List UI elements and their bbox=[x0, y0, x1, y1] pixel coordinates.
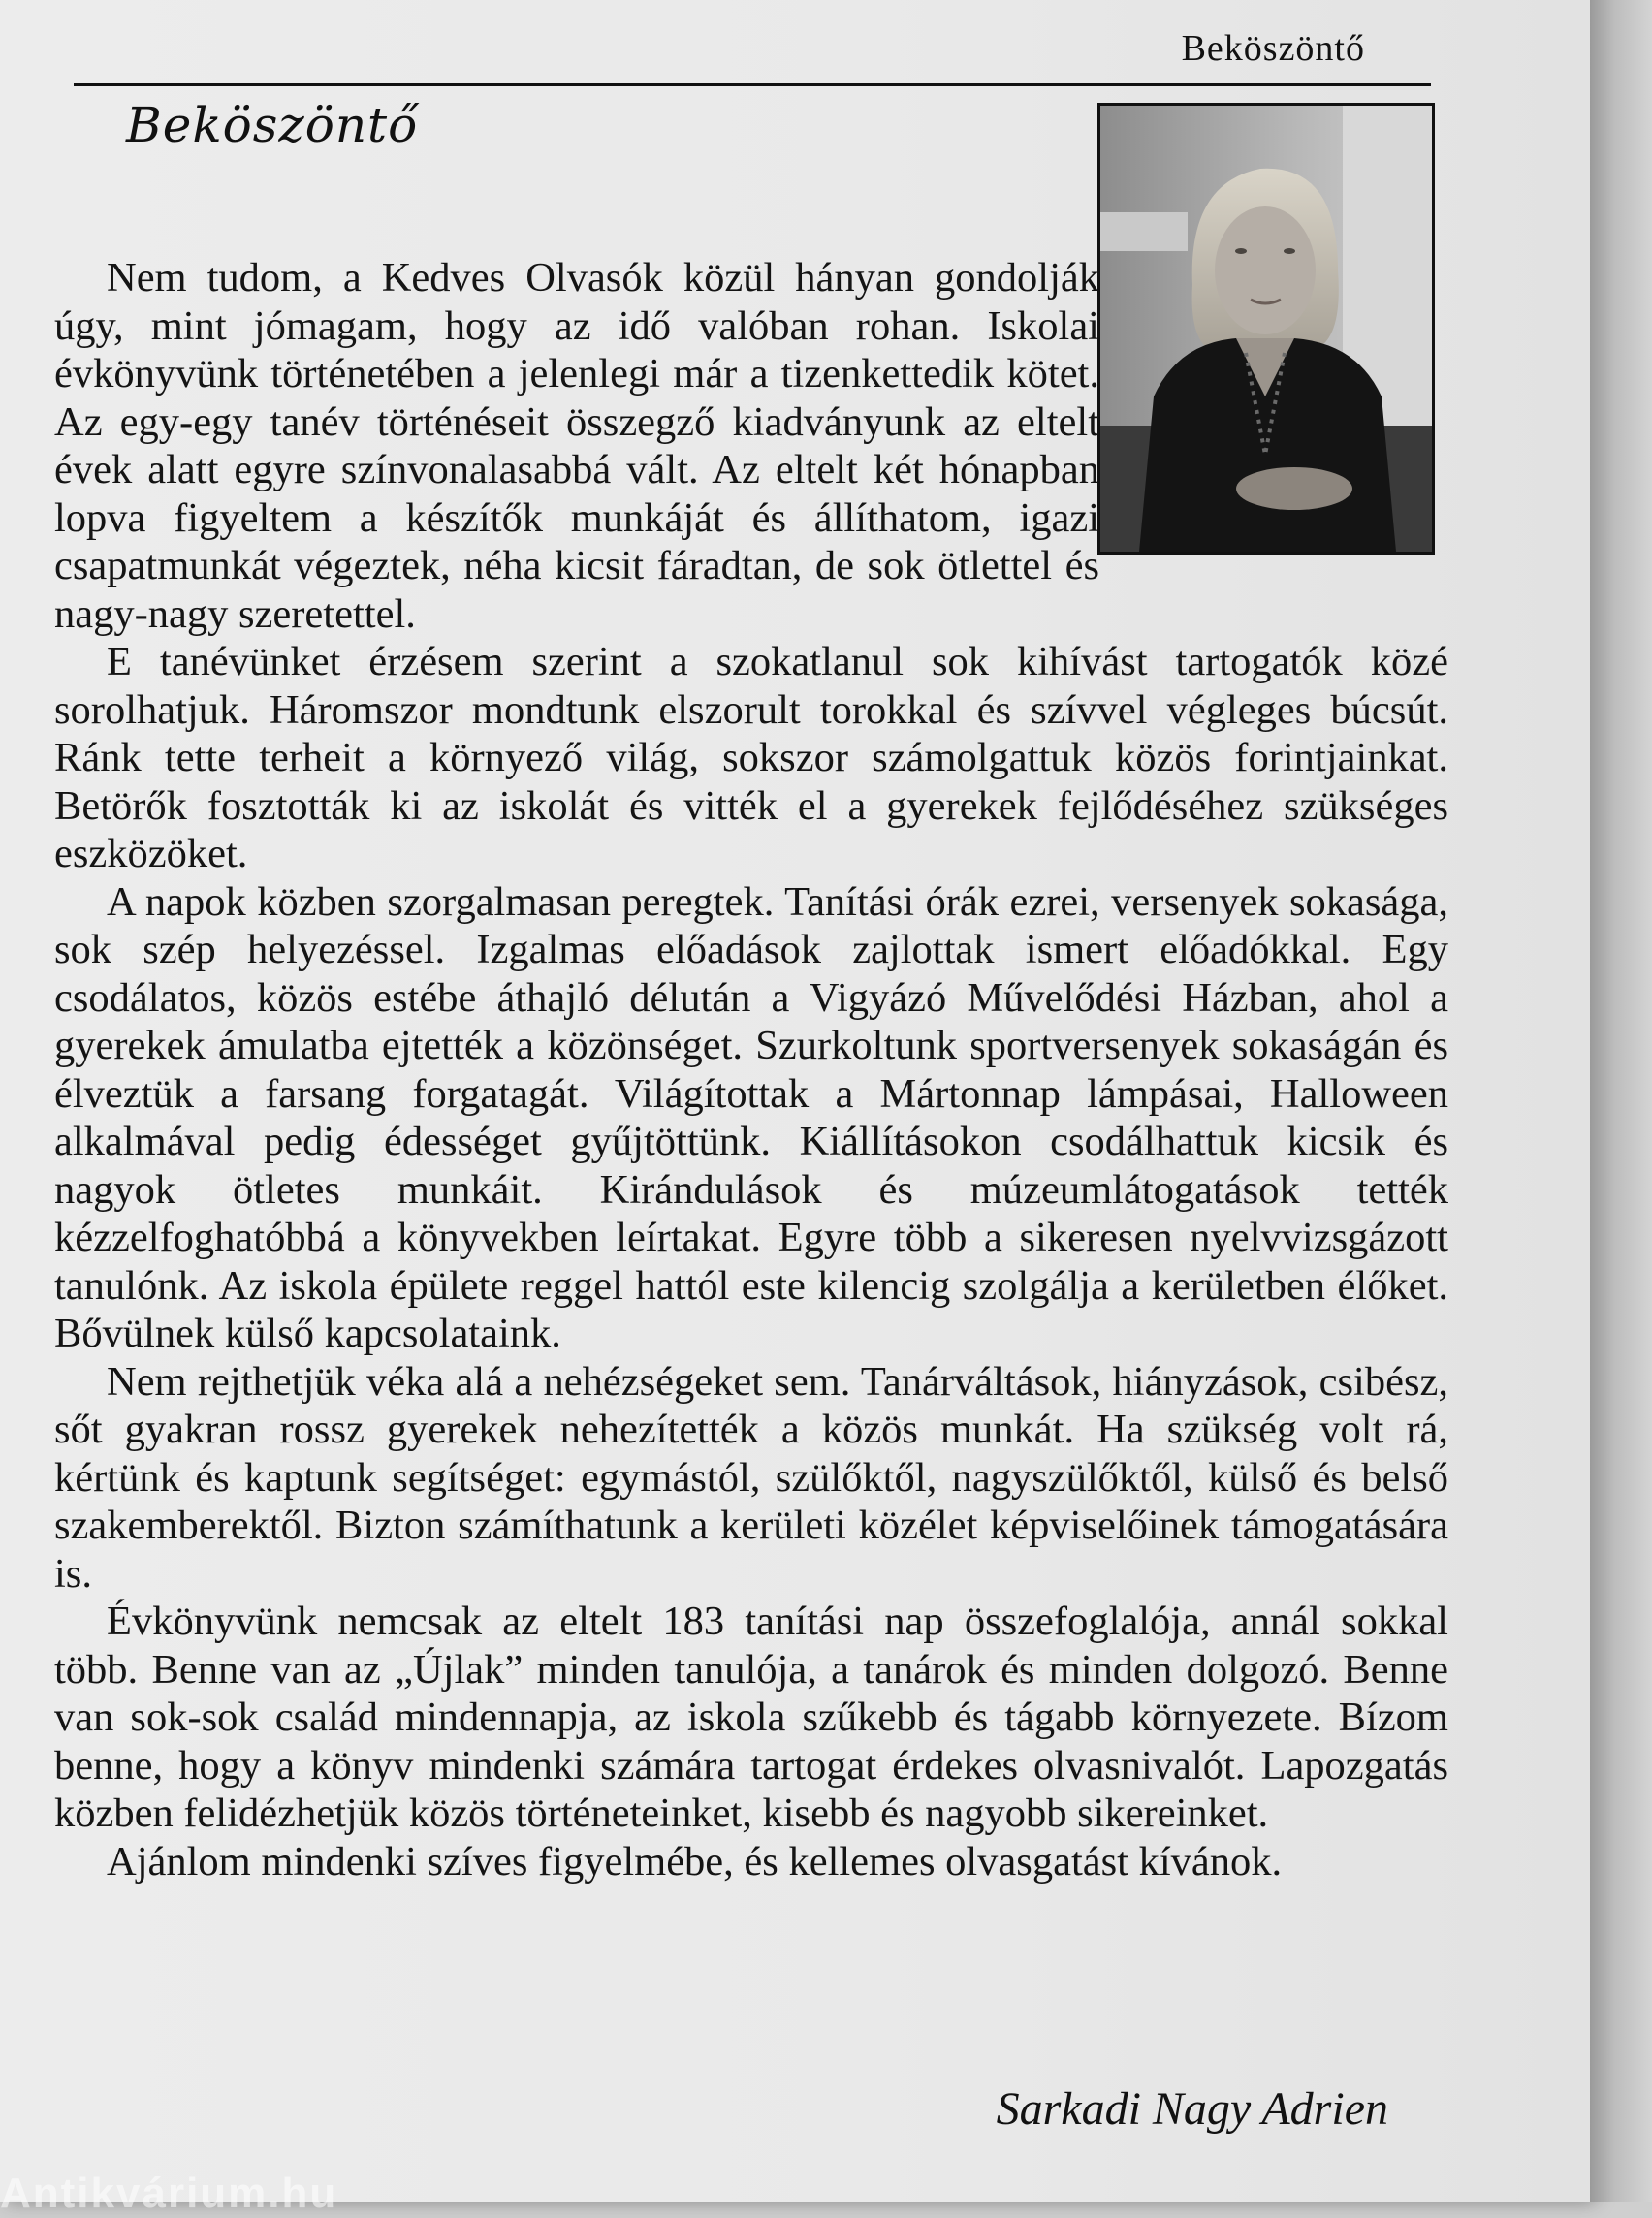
watermark: Antikvárium.hu bbox=[0, 2170, 338, 2217]
paragraph-2: E tanévünket érzésem szerint a szokatlanul sok kihívást tartogatók közé sorolhatjuk. Háromszor mondtunk elszorult torokkal és szívvel végleges búcsút. Ránk tette terheit a környező világ, sokszor számolgattuk közös forintjainkat. Betörők fosztották ki az iskolát és vitték el a gyerekek fejlődéséhez szükséges eszközöket. bbox=[54, 639, 1448, 876]
book-spine-shadow bbox=[1590, 0, 1652, 2202]
section-title: Beköszöntő bbox=[126, 97, 419, 153]
running-head: Beköszöntő bbox=[1181, 28, 1365, 69]
paragraph-4: Nem rejthetjük véka alá a nehézségeket sem. Tanárváltások, hiányzások, csibész, sőt gyakran rossz gyerekek nehezítették a közös munkát. Ha szükség volt rá, kértünk és kaptunk segítséget: egymástól, szülőktől, nagyszülőktől, külső és belső szakemberektől. Bizton számíthatunk a kerületi közélet képviselőinek támogatására is. bbox=[54, 1358, 1448, 1597]
article-body bbox=[54, 254, 1448, 1885]
author-signature: Sarkadi Nagy Adrien bbox=[996, 2083, 1388, 2135]
paragraph-3: A napok közben szorgalmasan peregtek. Tanítási órák ezrei, versenyek sokasága, sok szép helyezéssel. Izgalmas előadások zajlottak ismert előadókkal. Egy csodálatos, közös estébe áthajló délután a Vigyázó Művelődési Házban, ahol a gyerekek ámulatba ejtették a közönséget. Szurkoltunk sportversenyek sokaságán és élveztük a farsang forgatagát. Világítottak a Mártonnap lámpásai, Halloween alkalmával pedig édességet gyűjtöttünk. Kiállításokon csodálhattuk kicsik és nagyok ötletes munkáit. Kirándulások és múzeumlátogatások tették kézzelfoghatóbbá a könyvekben leírtakat. Egyre több a sikeresen nyelvvizsgázott tanulónk. Az iskola épülete reggel hattól este kilencig szolgálja a kerületben élőket. Bővülnek külső kapcsolataink. bbox=[54, 878, 1448, 1356]
paragraph-6: Ajánlom mindenki szíves figyelmébe, és kellemes olvasgatást kívánok. bbox=[107, 1838, 1283, 1885]
portrait-spacer bbox=[1099, 244, 1448, 556]
paragraph-5: Évkönyvünk nemcsak az eltelt 183 tanítási nap összefoglalója, annál sokkal több. Benne van az „Újlak” minden tanulója, a tanárok és minden dolgozó. Benne van sok-sok család mindennapja, az iskola szűkebb és tágabb környezete. Bízom benne, hogy a könyv mindenki számára tartogat érdekes olvasnivalót. Lapozgatás közben felidézhetjük közös történeteinket, kisebb és nagyobb sikereinket. bbox=[54, 1599, 1448, 1836]
header-rule bbox=[74, 83, 1431, 86]
paragraph-1: Nem tudom, a Kedves Olvasók közül hányan gondolják úgy, mint jómagam, hogy az idő valóban rohan. Iskolai évkönyvünk történetében a jelenlegi már a tizenkettedik kötet. Az egy-egy tanév történéseit összegző kiadványunk az eltelt évek alatt egyre színvonalasabbá vált. Az eltelt két hónapban lopva figyeltem a készítők munkáját és állíthatom, igazi csapatmunkát végeztek, néha kicsit fáradtan, de sok ötlettel és nagy-nagy szeretettel. bbox=[54, 255, 1099, 637]
